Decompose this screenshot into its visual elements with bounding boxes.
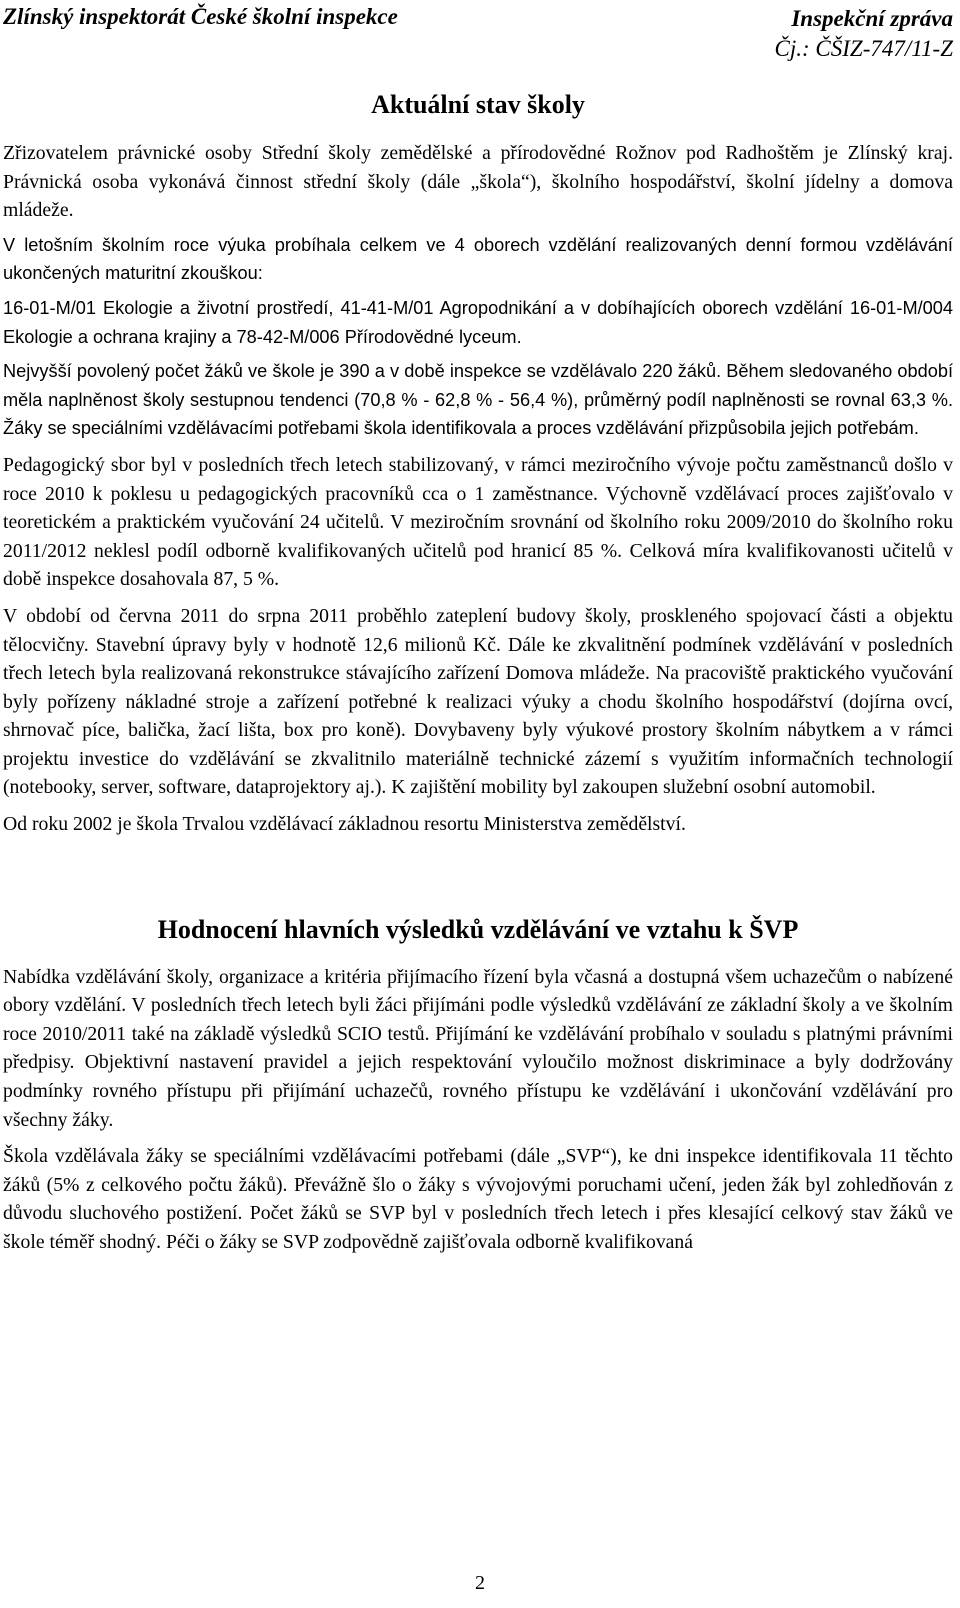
paragraph-admission: Nabídka vzdělávání školy, organizace a kritéria přijímacího řízení byla včasná a dostupná všem uchazečům o nabízené obory vzdělání. V posledních třech letech byli žáci přijímáni podle výsledků vzdělávání ze základní školy a ve školním roce 2010/2011 také na základě výsledků SCIO testů. Přijímání ke vzdělávání probíhalo v souladu s platnými právními předpisy. Objektivní nastavení pravidel a jejich respektování vyloučilo možnost diskriminace a byly dodržovány podmínky rovného přístupu při přijímání uchazečů, rovného přístupu ke vzdělávání i ukončování vzdělávání pro všechny žáky.	[3, 965, 953, 1131]
paragraph-founder: Zřizovatelem právnické osoby Střední školy zemědělské a přírodovědné Rožnov pod Radhoštěm je Zlínský kraj. Právnická osoba vykonává činnost střední školy (dále „škola“), školního hospodářství, školní jídelny a domova mládeže.	[3, 142, 953, 222]
section-title-results: Hodnocení hlavních výsledků vzdělávání ve vztahu k ŠVP	[157, 914, 799, 944]
document-body	[3, 88, 953, 1265]
page-number: 2	[475, 1572, 485, 1594]
paragraph-study-fields-intro: V letošním školním roce výuka probíhala celkem ve 4 oborech vzdělání realizovaných denní formou vzdělávání ukončených maturitní zkouškou:	[3, 234, 953, 284]
paragraph-capacity: Nejvyšší povolený počet žáků ve škole je 390 a v době inspekce se vzdělávalo 220 žáků. Během sledovaného období měla naplněnost školy sestupnou tendenci (70,8 % - 62,8 % - 56,4 %), průměrný podíl naplněnosti se rovnal 63,3 %. Žáky se speciálními vzdělávacími potřebami škola identifikovala a proces vzdělávání přizpůsobila jejich potřebám.	[3, 361, 953, 439]
paragraph-training-base: Od roku 2002 je škola Trvalou vzdělávací základnou resortu Ministerstva zemědělství.	[3, 813, 686, 836]
paragraph-special-needs: Škola vzdělávala žáky se speciálními vzdělávacími potřebami (dále „SVP“), ke dni inspekce identifikovala 11 těchto žáků (5% z celkového počtu žáků). Převážně šlo o žáky s vývojovými poruchami učení, jeden žák byl zohledňován z důvodu sluchového postižení. Počet žáků se SVP byl v posledních třech letech i přes klesající celkový stav žáků ve škole téměř shodný. Péči o žáky se SVP zodpovědně zajišťovala odborně kvalifikovaná	[3, 1145, 953, 1253]
paragraph-renovation: V období od června 2011 do srpna 2011 proběhlo zateplení budovy školy, proskleného spojovací části a objektu tělocvičny. Stavební úpravy byly v hodnotě 12,6 milionů Kč. Dále ke zkvalitnění podmínek vzdělávání v posledních třech letech byla realizovaná rekonstrukce stávajícího zařízení Domova mládeže. Na pracoviště praktického vyučování byly pořízeny nákladné stroje a zařízení potřebné k realizaci výuky a chodu školního hospodářství (dojírna ovcí, shrnovač píce, balička, žací lišta, box pro koně). Dovybaveny byly výukové prostory školním nábytkem a v rámci projektu investice do vzdělávání se zkvalitnilo materiálně technické zázemí s využitím informačních technologií (notebooky, server, software, dataprojektory aj.). K zajištění mobility byl zakoupen služební osobní automobil.	[3, 604, 953, 799]
reference-number: Čj.: ČŠIZ-747/11-Z	[774, 36, 953, 61]
paragraph-staff: Pedagogický sbor byl v posledních třech letech stabilizovaný, v rámci meziročního vývoje počtu zaměstnanců došlo v roce 2010 k poklesu u pedagogických pracovníků cca o 1 zaměstnance. Výchovně vzdělávací proces zajišťovalo v teoretickém a praktickém vyučování 24 učitelů. V meziročním srovnání od školního roku 2009/2010 do školního roku 2011/2012 neklesl podíl odborně kvalifikovaných učitelů pod hranicí 85 %. Celková míra kvalifikovanosti učitelů v době inspekce dosahovala 87, 5 %.	[3, 453, 953, 591]
report-type: Inspekční zpráva	[791, 6, 953, 31]
paragraph-study-fields: 16-01-M/01 Ekologie a životní prostředí, 41-41-M/01 Agropodnikání a v dobíhajících oborech vzdělání 16-01-M/004 Ekologie a ochrana krajiny a 78-42-M/006 Přírodovědné lyceum.	[3, 297, 953, 347]
report-info	[775, 4, 953, 64]
inspectorate-name: Zlínský inspektorát České školní inspekce	[3, 4, 398, 29]
section-title-current-state: Aktuální stav školy	[371, 90, 585, 119]
page-header	[0, 0, 960, 80]
